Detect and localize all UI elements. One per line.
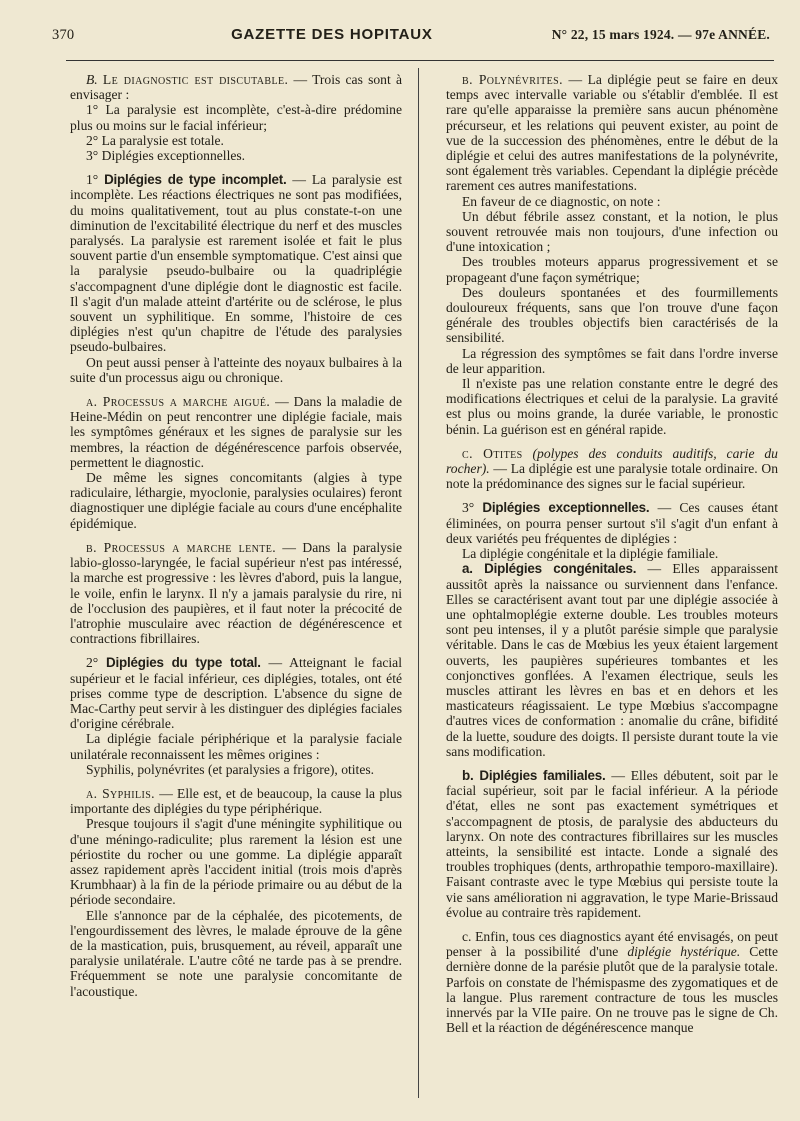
section-heading-paragraph: 1° Diplégies de type incomplet. — La paralysie est incomplète. Les réactions électriques ne sont pas modifiées, du moins qualitativement, tout au plus constate-t-on une diminution de l'excitabilité électrique du nerf et des muscles paralysés. La paralysie est rarement isolée et fait le plus souvent partie d'un ensemble symptomatique. C'est ainsi que la paralysie pseudo-bulbaire ou la quadriplégie s'accompagnent d'une diplégie dont le diagnostic est facile. Il s'agit d'un malade atteint d'artérite ou de sclérose, le plus souvent un syphilitique. En somme, l'histoire de ces diplégies n'est qu'un chapitre de l'étude des paralysies pseudo-bulbaires.: [70, 172, 402, 355]
paragraph: a. Processus a marche aigué. — Dans la maladie de Heine-Médin on peut rencontrer une diplégie faciale, mais les symptômes généraux et les signes de paralysie sur les membres, la réaction de dégénérescence parfois observée, permettent le diagnostic.: [70, 394, 403, 470]
running-header: [52, 26, 770, 52]
right-column: [446, 72, 778, 1035]
paragraph: Des douleurs spontanées et des fourmillements douloureux fréquents, sans que l'on trouve d'une façon générale des troubles objectifs bien caractérisés de la sensibilité.: [446, 284, 778, 346]
paragraph: c. Otites (polypes des conduits auditifs, carie du rocher). — La diplégie est une paralysie totale ordinaire. On note la prédominance des signes sur le facial supérieur.: [446, 445, 778, 492]
paragraph: b. Polynévrites. — La diplégie peut se faire en deux temps avec intervalle variable ou s'établir d'emblée. Il est rare qu'elle apparaisse la première sans aucun phénomène précurseur, et les relations qui peuvent exister, au point de vue de la succession des phénomènes, entre le début de la diplégie et celui des autres manifestations de la polynévrite, sont également très variables. Cependant la diplégie précède rarement ces autres manifestations.: [446, 72, 778, 194]
paragraph: La diplégie faciale périphérique et la paralysie faciale unilatérale reconnaissent les mêmes origines :: [70, 731, 402, 762]
paragraph: La régression des symptômes se fait dans l'ordre inverse de leur apparition.: [446, 345, 778, 376]
list-item: 3° Diplégies exceptionnelles.: [86, 148, 246, 164]
issue-info: N° 22, 15 mars 1924. — 97e ANNÉE.: [551, 27, 770, 42]
paragraph: c. Enfin, tous ces diagnostics ayant été envisagés, on peut penser à la possibilité d'une diplégie hystérique. Cette dernière donne de la parésie plutôt que de la paralysie totale. Parfois on constate de l'hémispasme des zygomatiques et de la langue. Plus rarement contracture de tous les muscles innervés par la VIIe paire. On ne trouve pas le signe de Ch. Bell et la réaction de dégénérescence manque: [446, 928, 778, 1036]
journal-title: GAZETTE DES HOPITAUX: [231, 26, 433, 43]
header-rule: [66, 60, 774, 61]
paragraph: En faveur de ce diagnostic, on note :: [462, 193, 661, 209]
paragraph: Des troubles moteurs apparus progressivement et se propageant d'une façon symétrique;: [446, 254, 778, 285]
paragraph: On peut aussi penser à l'atteinte des noyaux bulbaires à la suite d'un processus aigu ou chronique.: [70, 354, 402, 385]
left-column: [70, 72, 402, 999]
paragraph: a. Diplégies congénitales. — Elles apparaissent aussitôt après la naissance ou surviennent dans l'enfance. Elles se caractérisent avant tout par une diplégie associée à une ophtalmoplégie externe double. Les troubles moteurs sont peu intenses, il y a plutôt parésie simple que paralysie véritable. Dans le cas de Mœbius les yeux étaient largement ouverts, les paupières supérieures tombantes et les conjonctives gonflées. A l'examen électrique, seuls les muscles attirant les lèvres en bas et en dehors et les masticateurs réagissaient. Le type Mœbius s'accompagne d'autres vices de conformation : anomalie du crâne, bifidité de la luette, soudure des doigts. Il persiste durant toute la vie sans modification.: [446, 561, 778, 759]
paragraph: B. Le diagnostic est discutable. — Trois cas sont à envisager :: [70, 72, 402, 103]
section-heading-paragraph: 2° Diplégies du type total. — Atteignant le facial supérieur et le facial inférieur, ces diplégies, totales, ont été prises comme type de description. L'absence du signe de Mac-Carthy peut servir à les distinguer des diplégies faciales d'origine cérébrale.: [70, 655, 402, 732]
paragraph: Presque toujours il s'agit d'une méningite syphilitique ou d'une méningo-radiculite; plus rarement la lésion est une périostite du rocher ou une gomme. La diplégie apparaît assez rapidement après l'accident initial (trois mois d'après Krumbhaar) à la fin de la période primaire ou au début de la période secondaire.: [70, 816, 402, 908]
paragraph: b. Processus a marche lente. — Dans la paralysie labio-glosso-laryngée, le facial supérieur n'est pas intéressé, la marche est progressive : les lèvres d'abord, puis la langue, le voile, enfin le larynx. Il n'y a jamais paralysie du rire, ni de l'occlusion des paupières, et il faut noter la précocité de l'atrophie musculaire avec réaction de dégénérescence et contractions fibrillaires.: [70, 539, 402, 647]
paragraph: La diplégie congénitale et la diplégie familiale.: [462, 546, 719, 562]
list-item: 1° La paralysie est incomplète, c'est-à-dire prédomine plus ou moins sur le facial inférieur;: [70, 102, 402, 133]
paragraph: Un début fébrile assez constant, et la notion, le plus souvent retrouvée mais non toujours, d'une infection ou d'une intoxication ;: [446, 208, 778, 255]
column-divider: [418, 68, 419, 1098]
paragraph: a. Syphilis. — Elle est, et de beaucoup, la cause la plus importante des diplégies du type périphérique.: [70, 785, 402, 817]
paragraph: Elle s'annonce par de la céphalée, des picotements, de l'engourdissement des lèvres, le malade éprouve de la gêne de la mastication, puis, brusquement, au réveil, apparaît une paralysie unilatérale. L'autre côté ne tarde pas à se prendre. Fréquemment se note une paralysie concomitante de l'acoustique.: [70, 907, 402, 999]
paragraph: Il n'existe pas une relation constante entre le degré des modifications électriques et celui de la paralysie. La gravité est plus ou moins grande, la durée variable, le pronostic bénin. La guérison est en général rapide.: [446, 376, 778, 437]
paragraph: Syphilis, polynévrites (et paralysies a frigore), otites.: [86, 761, 375, 777]
section-heading-paragraph: 3° Diplégies exceptionnelles. — Ces causes étant éliminées, on pourra penser surtout s'il s'agit d'un enfant à deux variétés peu fréquentes de diplégies :: [446, 500, 778, 546]
paragraph: De même les signes concomitants (algies à type radiculaire, léthargie, myoclonie, paralysies oculaires) feront diagnostiquer une diplégie faciale au cours d'une encéphalite épidémique.: [70, 470, 402, 531]
list-item: 2° La paralysie est totale.: [86, 132, 224, 148]
paragraph: b. Diplégies familiales. — Elles débutent, soit par le facial supérieur, soit par le facial inférieur. A la période d'état, elles ne sont pas exactement symétriques et s'accompagnent de ptosis, de paralysie des abducteurs du larynx. On note des contractures fibrillaires sur les muscles atteints, la sensibilité est intacte. Londe a signalé des troubles trophiques (dents, arthropathie temporo-maxillaire). Faisant contraste avec le type Mœbius qui persiste toute la vie sans amélioration ni aggravation, le type Marie-Brissaud évolue au contraire très rapidement.: [446, 767, 778, 920]
page-number: 370: [52, 27, 75, 43]
